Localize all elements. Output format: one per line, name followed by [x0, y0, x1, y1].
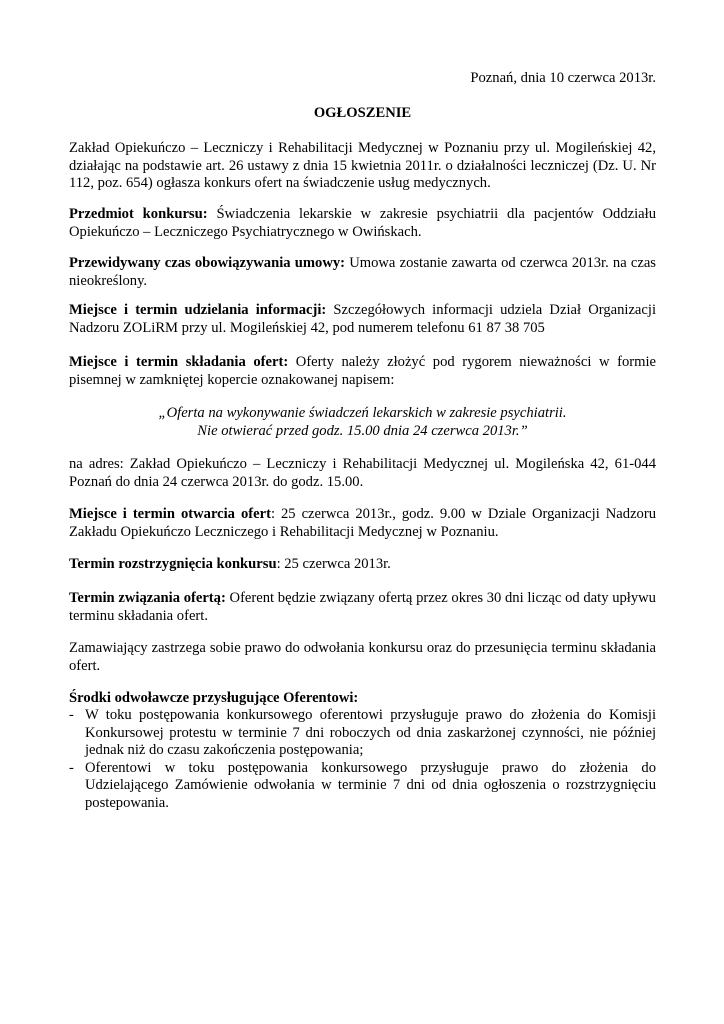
quote-line-1: „Oferta na wykonywanie świadczeń lekarskich w zakresie psychiatrii. — [158, 405, 567, 421]
remedies-list — [69, 707, 656, 812]
remedies-heading: Środki odwoławcze przysługujące Oferentowi: — [69, 690, 359, 706]
resolution-text: : 25 czerwca 2013r. — [276, 556, 391, 572]
envelope-label-quote — [69, 405, 656, 440]
remedy-item-1: W toku postępowania konkursowego oferentowi przysługuje prawo do złożenia do Komisji Konkursowej protestu w terminie 7 dni roboczych od dnia zaskarżonej czynności, nie później jednak niż do czasu zakończenia postępowania; — [85, 707, 656, 758]
info-paragraph — [69, 302, 656, 337]
list-dash: - — [69, 707, 74, 723]
binding-text: Oferent będzie związany ofertą przez okres 30 dni licząc od daty upływu terminu składania ofert. — [69, 590, 656, 624]
opening-paragraph — [69, 506, 656, 541]
list-item — [69, 760, 656, 813]
list-dash: - — [69, 759, 74, 776]
document-title: OGŁOSZENIE — [313, 105, 412, 121]
reservation-paragraph: Zamawiający zastrzega sobie prawo do odwołania konkursu oraz do przesunięcia terminu składania ofert. — [69, 640, 656, 674]
info-label: Miejsce i termin udzielania informacji: — [69, 302, 327, 318]
quote-line-2: Nie otwierać przed godz. 15.00 dnia 24 czerwca 2013r.” — [197, 422, 528, 439]
subject-label: Przedmiot konkursu: — [69, 206, 208, 222]
resolution-paragraph — [69, 556, 656, 574]
intro-paragraph: Zakład Opiekuńczo – Leczniczy i Rehabilitacji Medycznej w Poznaniu przy ul. Mogileńskiej 42, działając na podstawie art. 26 ustawy z dnia 15 kwietnia 2011r. o działalności leczniczej (Dz. U. Nr 112, poz. 654) ogłasza konkurs ofert na świadczenie usług medycznych. — [69, 140, 656, 191]
submission-label: Miejsce i termin składania ofert: — [69, 354, 289, 370]
subject-text: Świadczenia lekarskie w zakresie psychiatrii dla pacjentów Oddziału Opiekuńczo – Leczniczego Psychiatrycznego w Owińskach. — [69, 206, 657, 240]
submission-paragraph — [69, 354, 656, 389]
duration-paragraph — [69, 255, 656, 290]
list-item — [69, 707, 656, 760]
binding-paragraph — [69, 590, 656, 625]
place-date: Poznań, dnia 10 czerwca 2013r. — [470, 70, 656, 86]
info-text: Szczegółowych informacji udziela Dział Organizacji Nadzoru ZOLiRM przy ul. Mogileńskiej 42, pod numerem telefonu 61 87 38 705 — [69, 302, 656, 336]
opening-label: Miejsce i termin otwarcia ofert — [69, 506, 271, 522]
duration-text: Umowa zostanie zawarta od czerwca 2013r. na czas nieokreślony. — [69, 255, 656, 289]
opening-text: : 25 czerwca 2013r., godz. 9.00 w Dziale Organizacji Nadzoru Zakładu Opiekuńczo Leczniczego i Rehabilitacji Medycznej w Poznaniu. — [69, 506, 657, 540]
submission-text: Oferty należy złożyć pod rygorem nieważności w formie pisemnej w zamkniętej kopercie oznakowanej napisem: — [69, 354, 657, 388]
binding-label: Termin związania ofertą: — [69, 590, 226, 606]
subject-paragraph — [69, 206, 656, 241]
resolution-label: Termin rozstrzygnięcia konkursu — [69, 556, 277, 572]
remedy-item-2: Oferentowi w toku postępowania konkursowego przysługuje prawo do złożenia do Udzielającego Zamówienie odwołania w terminie 7 dni od dnia ogłoszenia o rozstrzygnięciu postepowania. — [85, 759, 656, 811]
duration-label: Przewidywany czas obowiązywania umowy: — [69, 255, 346, 271]
address-paragraph: na adres: Zakład Opiekuńczo – Leczniczy i Rehabilitacji Medycznej ul. Mogileńska 42, 61-044 Poznań do dnia 24 czerwca 2013r. do godz. 15.00. — [69, 456, 656, 490]
